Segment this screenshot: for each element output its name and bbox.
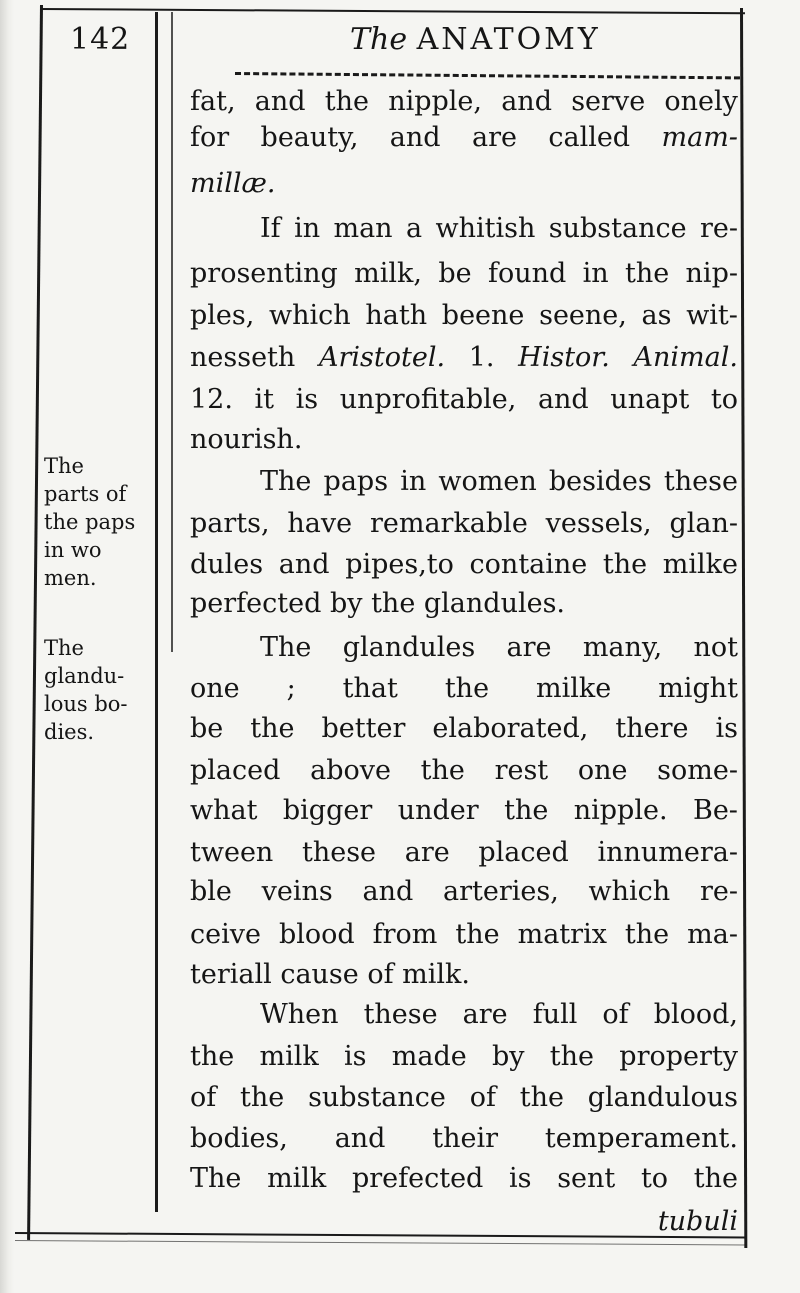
body-text-line xyxy=(190,1082,738,1120)
body-text-words: nourish. xyxy=(190,424,303,455)
body-text-line xyxy=(190,999,738,1037)
body-word: nesseth xyxy=(190,342,296,373)
body-word: it xyxy=(254,384,275,415)
body-word: seene, xyxy=(539,300,627,331)
body-word: pipes,to xyxy=(345,549,454,580)
body-word: besides xyxy=(548,466,652,497)
body-text-line xyxy=(190,508,738,546)
body-word: and xyxy=(501,86,552,117)
body-word: the xyxy=(504,795,549,826)
body-word: elaborated, xyxy=(432,713,589,744)
body-word: milk xyxy=(267,1163,327,1194)
body-word: The xyxy=(260,466,312,497)
body-text-line xyxy=(190,1123,738,1161)
margin-note-parts-of-paps xyxy=(44,452,154,592)
margin-divider-line xyxy=(155,12,158,1212)
body-word: ples, xyxy=(190,300,255,331)
body-word: If xyxy=(260,213,281,244)
body-word: full xyxy=(532,999,578,1030)
body-word: beauty, xyxy=(260,122,359,153)
body-word: be xyxy=(438,258,472,289)
body-text-line xyxy=(190,837,738,875)
body-word: to xyxy=(710,384,738,415)
body-word: blood, xyxy=(653,999,738,1030)
body-word: Histor. xyxy=(518,342,610,373)
body-word: in xyxy=(400,466,427,497)
body-word: is xyxy=(343,1041,367,1072)
body-word: which xyxy=(588,876,671,907)
body-text-words: teriall cause of milk. xyxy=(190,959,470,990)
margin-note-line: The xyxy=(44,636,84,660)
body-text-words: perfected by the glandules. xyxy=(190,588,566,619)
body-word: hath xyxy=(365,300,428,331)
body-word: ble xyxy=(190,876,232,907)
body-word: might xyxy=(658,673,738,704)
body-word: bigger xyxy=(282,795,373,826)
body-text-line xyxy=(190,424,738,462)
body-text-line xyxy=(190,549,738,587)
body-word: rest xyxy=(494,755,549,786)
body-word: found xyxy=(487,258,567,289)
body-word: from xyxy=(372,919,438,950)
body-word: containe xyxy=(469,549,588,580)
body-word: these xyxy=(663,466,738,497)
margin-divider-inner-line xyxy=(171,12,173,652)
body-word: When xyxy=(260,999,339,1030)
body-word: glandulous xyxy=(587,1082,738,1113)
body-word: that xyxy=(342,673,398,704)
body-text-line xyxy=(190,1163,738,1201)
body-word: Aristotel. xyxy=(318,342,446,373)
body-word: women xyxy=(438,466,537,497)
body-word: by xyxy=(491,1041,525,1072)
body-word: the xyxy=(519,1082,564,1113)
body-word: called xyxy=(548,122,631,153)
body-word: is xyxy=(509,1163,532,1194)
body-text-line xyxy=(190,168,738,206)
body-word: temperament. xyxy=(544,1123,738,1154)
margin-note-line: parts of xyxy=(44,482,127,506)
body-word: milk xyxy=(259,1041,319,1072)
running-head xyxy=(350,22,601,57)
body-word: and xyxy=(389,122,441,153)
margin-note-glandulous-bodies xyxy=(44,634,154,746)
body-word: are xyxy=(471,122,517,153)
body-word: for xyxy=(190,122,230,153)
body-word: are xyxy=(462,999,508,1030)
body-word: fat, xyxy=(190,86,236,117)
body-word: placed xyxy=(190,755,281,786)
body-word: Animal. xyxy=(633,342,738,373)
body-word: the xyxy=(549,1041,595,1072)
body-text-line xyxy=(190,258,738,296)
running-head-title: ANATOMY xyxy=(416,22,601,57)
margin-note-line: in wo xyxy=(44,538,102,562)
body-word: these xyxy=(363,999,438,1030)
body-word: veins xyxy=(261,876,333,907)
body-text-line xyxy=(190,122,738,160)
body-word: the xyxy=(455,919,500,950)
body-word: glandules xyxy=(342,632,476,663)
body-word: nipple, xyxy=(388,86,482,117)
margin-note-line: glandu- xyxy=(44,664,125,688)
body-word: of xyxy=(190,1082,217,1113)
body-word: onely xyxy=(664,86,738,117)
body-text-line xyxy=(190,213,738,251)
margin-note-line: dies. xyxy=(44,720,95,744)
margin-note-line: men. xyxy=(44,566,97,590)
body-word: some- xyxy=(657,755,738,786)
body-word: tween xyxy=(190,837,274,868)
body-text-line xyxy=(190,632,738,670)
body-word: serve xyxy=(571,86,646,117)
body-text-line xyxy=(190,466,738,504)
body-word: a xyxy=(405,213,423,244)
body-word: man xyxy=(333,213,393,244)
body-word: which xyxy=(269,300,351,331)
catchword: tubuli xyxy=(657,1206,738,1237)
margin-note-line: the paps xyxy=(44,510,136,534)
body-word: better xyxy=(321,713,406,744)
body-word: made xyxy=(391,1041,467,1072)
header-ornamental-rule xyxy=(235,72,740,79)
body-text-line xyxy=(190,959,738,997)
body-word: the xyxy=(602,549,648,580)
body-text-line xyxy=(190,713,738,751)
body-word: ma- xyxy=(687,919,738,950)
body-word: and xyxy=(334,1123,386,1154)
body-word: and xyxy=(537,384,589,415)
scan-edge-shadow xyxy=(0,0,14,1293)
body-word: many, xyxy=(582,632,663,663)
body-word: of xyxy=(602,999,629,1030)
body-word: bodies, xyxy=(190,1123,288,1154)
body-word: sent xyxy=(557,1163,616,1194)
top-border-line xyxy=(40,8,745,14)
body-word: prefected xyxy=(351,1163,484,1194)
body-word: the xyxy=(420,755,465,786)
body-word: ; xyxy=(286,673,296,704)
right-border-line xyxy=(740,8,747,1248)
body-text-words: millæ. xyxy=(190,168,276,199)
body-word: mam- xyxy=(661,122,738,153)
body-word: remarkable xyxy=(369,508,528,539)
body-word: and xyxy=(254,86,306,117)
left-border-line xyxy=(27,5,43,1240)
body-text-line xyxy=(190,384,738,422)
body-word: blood xyxy=(278,919,355,950)
body-text-line xyxy=(190,1041,738,1079)
body-word: the xyxy=(240,1082,285,1113)
body-word: wit- xyxy=(686,300,738,331)
body-word: placed xyxy=(478,837,569,868)
body-word: as xyxy=(641,300,672,331)
body-word: not xyxy=(693,632,738,663)
body-word: are xyxy=(404,837,450,868)
body-word: what xyxy=(190,795,258,826)
body-word: the xyxy=(624,919,670,950)
body-word: 12. xyxy=(190,384,233,415)
body-word: nipple. xyxy=(573,795,668,826)
body-word: one xyxy=(577,755,628,786)
body-word: the xyxy=(324,86,369,117)
catchword-line xyxy=(190,1206,738,1244)
body-word: re- xyxy=(699,876,738,907)
body-text-line xyxy=(190,795,738,833)
page-number: 142 xyxy=(70,22,131,57)
body-text-line xyxy=(190,342,738,380)
body-text-line xyxy=(190,919,738,957)
body-text-line xyxy=(190,673,738,711)
body-word: milk, xyxy=(354,258,422,289)
body-word: re- xyxy=(699,213,738,244)
running-head-article: The xyxy=(350,22,408,57)
margin-note-line: The xyxy=(44,454,84,478)
body-word: unprofitable, xyxy=(339,384,517,415)
body-word: their xyxy=(432,1123,499,1154)
body-word: matrix xyxy=(517,919,607,950)
body-word: whitish xyxy=(435,213,536,244)
body-word: beene xyxy=(441,300,525,331)
body-word: substance xyxy=(548,213,687,244)
body-word: the xyxy=(444,673,490,704)
body-word: prosenting xyxy=(190,258,338,289)
body-word: unapt xyxy=(610,384,690,415)
body-word: be xyxy=(190,713,224,744)
body-word: paps xyxy=(323,466,389,497)
body-word: milke xyxy=(662,549,738,580)
body-word: nip- xyxy=(685,258,738,289)
body-text-line xyxy=(190,300,738,338)
body-word: the xyxy=(693,1163,738,1194)
body-word: is xyxy=(295,384,319,415)
margin-note-line: lous bo- xyxy=(44,692,128,716)
body-text-line xyxy=(190,755,738,793)
body-word: parts, xyxy=(190,508,270,539)
body-word: have xyxy=(287,508,353,539)
body-word: is xyxy=(715,713,738,744)
body-word: in xyxy=(294,213,321,244)
body-word: there xyxy=(615,713,689,744)
body-word: above xyxy=(310,755,391,786)
body-word: the xyxy=(250,713,295,744)
body-word: the xyxy=(190,1041,235,1072)
body-word: under xyxy=(397,795,479,826)
body-word: and xyxy=(362,876,414,907)
body-word: property xyxy=(619,1041,738,1072)
body-word: the xyxy=(624,258,670,289)
body-word: innumera- xyxy=(597,837,738,868)
body-word: in xyxy=(582,258,609,289)
body-text-line xyxy=(190,588,738,626)
body-word: and xyxy=(278,549,330,580)
body-word: The xyxy=(190,1163,242,1194)
body-text-line xyxy=(190,876,738,914)
body-word: dules xyxy=(190,549,264,580)
body-word: substance xyxy=(308,1082,446,1113)
body-text-line xyxy=(190,86,738,124)
body-word: milke xyxy=(536,673,612,704)
body-word: The xyxy=(260,632,312,663)
body-word: these xyxy=(301,837,377,868)
body-word: Be- xyxy=(692,795,738,826)
body-word: 1. xyxy=(468,342,495,373)
body-word: to xyxy=(640,1163,669,1194)
body-word: arteries, xyxy=(443,876,559,907)
body-word: glan- xyxy=(669,508,738,539)
body-word: of xyxy=(469,1082,496,1113)
body-word: one xyxy=(190,673,240,704)
body-word: are xyxy=(506,632,552,663)
body-word: vessels, xyxy=(545,508,652,539)
body-word: ceive xyxy=(190,919,261,950)
